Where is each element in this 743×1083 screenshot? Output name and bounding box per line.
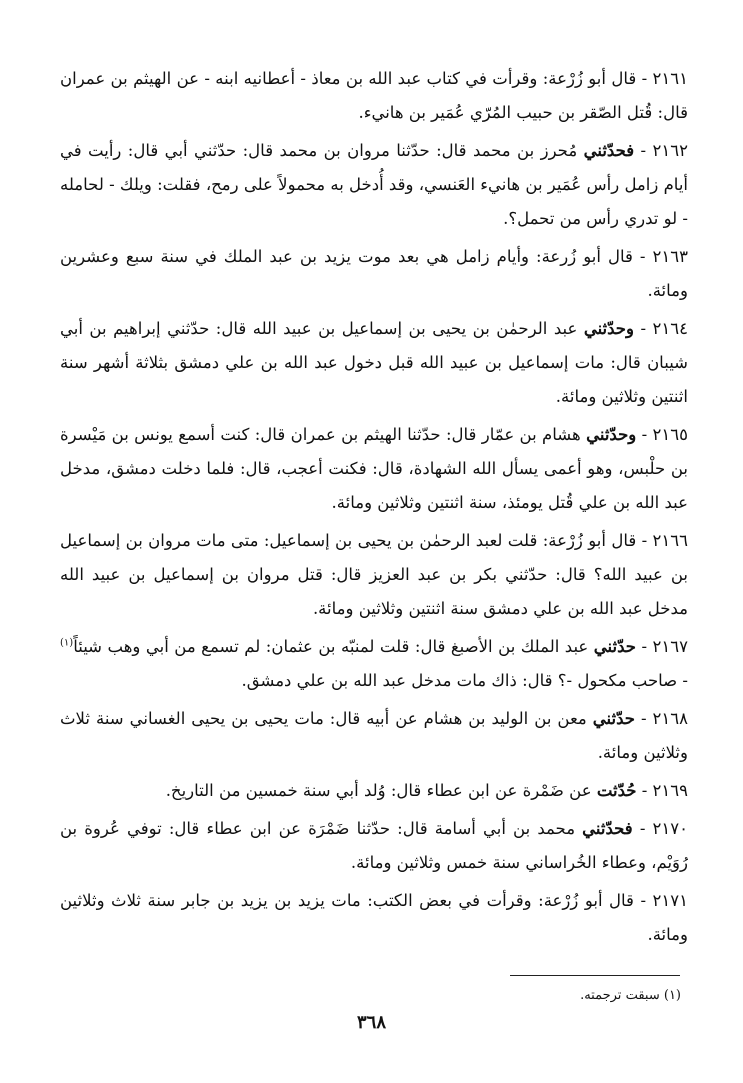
entry-2164 bbox=[60, 312, 688, 414]
entry-text: هشام بن عمّار قال: حدّثنا الهيثم بن عمران قال: كنت أسمع يونس بن مَيْسرة بن حلْبس، وهو أعمى يسأل الله الشهادة، قال: فكنت أعجب، قال: فلما دخلت دمشق، مدخل عبد الله بن علي قُتل يومئذ، سنة اثنتين وثلاثين ومائة. bbox=[60, 425, 688, 512]
dash: - bbox=[636, 425, 653, 444]
dash: - bbox=[633, 891, 653, 910]
entry-text: معن بن الوليد بن هشام عن أبيه قال: مات يحيى بن يحيى الغساني سنة ثلاث وثلاثين ومائة. bbox=[60, 709, 688, 762]
entry-text: محمد بن أبي أسامة قال: حدّثنا ضَمْرَة عن ابن عطاء قال: توفي عُروة بن رُوَيْم، وعطاء الخُراساني سنة خمس وثلاثين ومائة. bbox=[60, 819, 688, 872]
entry-keyword: فحدّثني bbox=[583, 141, 635, 160]
dash: - bbox=[632, 819, 653, 838]
entry-2169 bbox=[60, 774, 688, 808]
entry-number: ٢١٦٢ bbox=[652, 141, 688, 160]
dash: - bbox=[636, 531, 653, 550]
page-number: ٣٦٨ bbox=[356, 1012, 386, 1033]
entry-2170 bbox=[60, 812, 688, 880]
entry-text: قال أبو زُرْعة: وقرأت في بعض الكتب: مات يزيد بن يزيد بن جابر سنة ثلاث وثلاثين ومائة. bbox=[60, 891, 688, 944]
entry-number: ٢١٦٥ bbox=[652, 425, 688, 444]
entry-2162 bbox=[60, 134, 688, 236]
entry-2165 bbox=[60, 418, 688, 520]
entry-keyword: وحدّثني bbox=[586, 425, 637, 444]
entry-keyword: وحدّثني bbox=[583, 319, 634, 338]
entry-keyword: حُدّثت bbox=[596, 781, 637, 800]
entry-text: عبد الملك بن الأصبغ قال: قلت لمنبّه بن عثمان: لم تسمع من أبي وهب شيئاً bbox=[73, 637, 589, 656]
dash: - bbox=[634, 141, 653, 160]
dash: - bbox=[636, 69, 653, 88]
main-text bbox=[60, 62, 688, 956]
entry-number: ٢١٦١ bbox=[652, 69, 688, 88]
entry-keyword: حدّثني bbox=[592, 709, 635, 728]
entry-keyword: فحدّثني bbox=[582, 819, 633, 838]
dash: - bbox=[636, 781, 653, 800]
entry-text: قال أبو زُرْعة: وقرأت في كتاب عبد الله بن معاذ - أعطانيه ابنه - عن الهيثم بن عمران قال: قُتل الصّقر بن حبيب المُرّي عُمَير بن هانيء. bbox=[60, 69, 688, 122]
entry-number: ٢١٧١ bbox=[652, 891, 688, 910]
entry-number: ٢١٧٠ bbox=[652, 819, 688, 838]
footnote-divider bbox=[510, 975, 680, 976]
dash: - bbox=[634, 709, 653, 728]
entry-number: ٢١٦٩ bbox=[652, 781, 688, 800]
entry-number: ٢١٦٦ bbox=[652, 531, 688, 550]
entry-text: عبد الرحمٰن بن يحيى بن إسماعيل بن عبيد الله قال: حدّثني إبراهيم بن أبي شيبان قال: مات إسماعيل بن عبيد الله قبل دخول عبد الله بن علي دمشق بثلاثة أشهر سنة اثنتين وثلاثين ومائة. bbox=[60, 319, 688, 406]
entry-2163 bbox=[60, 240, 688, 308]
dash: - bbox=[635, 637, 653, 656]
entry-2168 bbox=[60, 702, 688, 770]
entry-number: ٢١٦٨ bbox=[652, 709, 688, 728]
footnote-marker: (١) bbox=[60, 637, 74, 649]
entry-number: ٢١٦٧ bbox=[652, 637, 688, 656]
dash: - bbox=[633, 319, 653, 338]
entry-2171 bbox=[60, 884, 688, 952]
entry-text: عن ضَمْرة عن ابن عطاء قال: وُلد أبي سنة خمسين من التاريخ. bbox=[165, 781, 592, 800]
entry-keyword: حدّثني bbox=[593, 637, 636, 656]
entry-number: ٢١٦٤ bbox=[652, 319, 688, 338]
footnote: (١) سبقت ترجمته. bbox=[580, 988, 681, 1003]
entry-number: ٢١٦٣ bbox=[652, 247, 688, 266]
dash: - bbox=[632, 247, 653, 266]
entry-text: قال أبو زُرعة: وأيام زامل هي بعد موت يزيد بن عبد الملك في سنة سبع وعشرين ومائة. bbox=[60, 247, 688, 300]
entry-text: مُحرز بن محمد قال: حدّثنا مروان بن محمد قال: حدّثني أبي قال: رأيت في أيام زامل رأس عُمَير بن هانيء العَنسي، وقد أُدخل به محمولاً على رمح، فقلت: ويلك - لحامله - لو تدري رأس من تحمل؟. bbox=[60, 141, 688, 228]
entry-2167 bbox=[60, 630, 688, 698]
entry-text-continued: - صاحب مكحول -؟ قال: ذاك مات مدخل عبد الله بن علي دمشق. bbox=[241, 671, 688, 690]
entry-text: قال أبو زُرْعة: قلت لعبد الرحمٰن بن يحيى بن إسماعيل: متى مات مروان بن إسماعيل بن عبيد الله؟ قال: حدّثني بكر بن عبد العزيز قال: قتل مروان بن إسماعيل بن عبيد الله مدخل عبد الله بن علي دمشق سنة اثنتين وثلاثين ومائة. bbox=[60, 531, 688, 618]
entry-2166 bbox=[60, 524, 688, 626]
entry-2161 bbox=[60, 62, 688, 130]
